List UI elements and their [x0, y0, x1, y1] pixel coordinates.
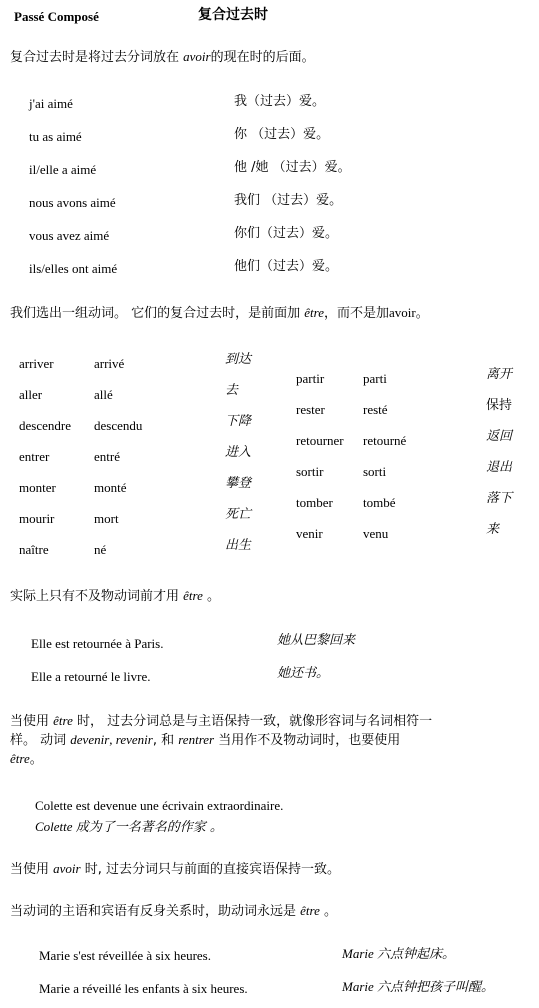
example2-zh-name-0: Marie: [342, 946, 374, 961]
agreement-verb-revenir: revenir: [115, 732, 153, 747]
conj-zh-1: 你 （过去）爱。: [234, 127, 330, 142]
agreement-line-3: [10, 750, 537, 769]
verb-left-inf-4: monter: [19, 480, 56, 495]
verb-right-pp-5: venu: [363, 526, 389, 541]
example2-fr-0: Marie s'est réveillée à six heures.: [39, 948, 211, 963]
reflexive-paragraph: [10, 902, 337, 921]
agreement-line-2: [10, 731, 537, 750]
verb-left-inf-5: mourir: [19, 511, 55, 526]
verb-right-zh-4: 落下: [486, 491, 513, 506]
verb-left-zh-2: 下降: [225, 414, 252, 429]
verb-right-inf-4: tomber: [296, 495, 333, 510]
example1-zh-0: 她从巴黎回来: [277, 633, 356, 648]
verb-left-inf-6: naître: [19, 542, 49, 557]
colette-zh: 成为了一名著名的作家 。: [75, 820, 223, 835]
verb-left-zh-1: 去: [225, 383, 239, 398]
example2-zh-0: 六点钟起床。: [377, 947, 456, 962]
conj-fr-4: vous avez aimé: [29, 228, 110, 243]
verb-right-zh-5: 来: [486, 522, 500, 537]
colette-zh-name: Colette: [35, 819, 73, 834]
example2-zh-line-0: [342, 947, 455, 961]
intro-text-after: 的现在时的后面。: [210, 50, 315, 65]
agreement-p5: 。: [29, 752, 43, 767]
title-chinese: 复合过去时: [198, 7, 268, 23]
verb-right-inf-5: venir: [296, 526, 323, 541]
agreement-comma-1: ,: [109, 732, 116, 747]
verb-left-inf-0: arriver: [19, 356, 54, 371]
verb-left-inf-2: descendre: [19, 418, 71, 433]
conj-fr-0: j'ai aimé: [29, 96, 73, 111]
verb-right-pp-0: parti: [363, 371, 387, 386]
verb-right-inf-2: retourner: [296, 433, 344, 448]
verb-left-zh-0: 到达: [225, 352, 252, 367]
verb-left-zh-3: 进入: [225, 445, 252, 460]
agreement-paragraph: [10, 712, 537, 769]
reflexive-before: 当动词的主语和宾语有反身关系时，助动词永远是: [10, 904, 297, 919]
example1-fr-1: Elle a retourné le livre.: [31, 669, 151, 684]
agreement-p1: 当使用: [10, 714, 50, 729]
conj-fr-1: tu as aimé: [29, 129, 82, 144]
verb-left-inf-3: entrer: [19, 449, 50, 464]
intransitive-after: 。: [207, 589, 221, 604]
verb-right-pp-3: sorti: [363, 464, 387, 479]
verb-right-zh-2: 返回: [486, 429, 513, 444]
agreement-comma-2: , 和: [152, 733, 175, 748]
agreement-p2: 时， 过去分词总是与主语保持一致，就像形容词与名词相符一: [77, 714, 433, 729]
verb-left-pp-6: né: [94, 542, 107, 557]
verb-right-inf-1: rester: [296, 402, 325, 417]
agreement-verb-rentrer: rentrer: [178, 732, 215, 747]
verb-right-inf-0: partir: [296, 371, 325, 386]
example2-zh-line-1: [342, 980, 494, 994]
conj-fr-2: il/elle a aimé: [29, 162, 97, 177]
intro-avoir: avoir: [183, 49, 211, 64]
verb-left-zh-4: 攀登: [225, 476, 252, 491]
etre-intro-end: 。: [415, 306, 429, 321]
intransitive-paragraph: [10, 587, 220, 606]
title-french: Passé Composé: [14, 9, 99, 24]
conj-zh-5: 他们（过去）爱。: [234, 259, 339, 274]
avoir-rule-avoir: avoir: [53, 861, 81, 876]
verb-right-zh-1: 保持: [486, 398, 513, 413]
colette-zh-line: [35, 820, 223, 834]
verb-left-pp-2: descendu: [94, 418, 143, 433]
conj-fr-3: nous avons aimé: [29, 195, 116, 210]
etre-intro-paragraph: [10, 304, 429, 323]
etre-intro-middle: ，而不是加: [324, 306, 390, 321]
verb-left-inf-1: aller: [19, 387, 43, 402]
etre-intro-etre: être: [304, 305, 325, 320]
verb-left-pp-1: allé: [94, 387, 113, 402]
avoir-rule-after: 时, 过去分词只与前面的直接宾语保持一致。: [84, 862, 341, 877]
verb-left-pp-3: entré: [94, 449, 120, 464]
agreement-etre-2: être: [10, 751, 30, 766]
agreement-etre: être: [53, 713, 73, 728]
verb-right-inf-3: sortir: [296, 464, 324, 479]
conj-zh-0: 我（过去）爱。: [234, 94, 326, 109]
verb-right-pp-1: resté: [363, 402, 388, 417]
verb-right-pp-4: tombé: [363, 495, 396, 510]
conj-fr-5: ils/elles ont aimé: [29, 261, 118, 276]
verb-left-zh-6: 出生: [225, 538, 252, 553]
verb-right-pp-2: retourné: [363, 433, 407, 448]
conj-zh-4: 你们（过去）爱。: [234, 226, 339, 241]
agreement-verb-devenir: devenir: [70, 732, 110, 747]
avoir-rule-paragraph: [10, 860, 340, 879]
avoir-rule-before: 当使用: [10, 862, 50, 877]
intransitive-etre: être: [183, 588, 203, 603]
conj-zh-3: 我们 （过去）爱。: [234, 193, 343, 208]
verb-right-zh-3: 退出: [486, 460, 513, 475]
agreement-p4: 当用作不及物动词时，也要使用: [218, 733, 401, 748]
example2-fr-1: Marie a réveillé les enfants à six heures.: [39, 981, 248, 996]
agreement-p3: 样。 动词: [10, 733, 67, 748]
example1-fr-0: Elle est retournée à Paris.: [31, 636, 164, 651]
intransitive-before: 实际上只有不及物动词前才用: [10, 589, 180, 604]
verb-right-zh-0: 离开: [486, 367, 513, 382]
etre-intro-avoir: avoir: [389, 305, 416, 320]
reflexive-after: 。: [324, 904, 338, 919]
verb-left-zh-5: 死亡: [225, 507, 252, 522]
verb-left-pp-5: mort: [94, 511, 119, 526]
example2-zh-name-1: Marie: [342, 979, 374, 994]
agreement-line-1: [10, 712, 537, 731]
example2-zh-1: 六点钟把孩子叫醒。: [377, 980, 495, 995]
verb-left-pp-4: monté: [94, 480, 127, 495]
example1-zh-1: 她还书。: [277, 666, 330, 681]
intro-text-before: 复合过去时是将过去分词放在: [10, 50, 180, 65]
colette-fr: Colette est devenue une écrivain extraordinaire.: [35, 798, 284, 813]
intro-paragraph: [10, 48, 315, 67]
verb-left-pp-0: arrivé: [94, 356, 125, 371]
etre-intro-before: 我们选出一组动词。 它们的复合过去时，是前面加: [10, 306, 301, 321]
reflexive-etre: être: [300, 903, 320, 918]
conj-zh-2: 他 /她 （过去）爱。: [234, 160, 351, 175]
